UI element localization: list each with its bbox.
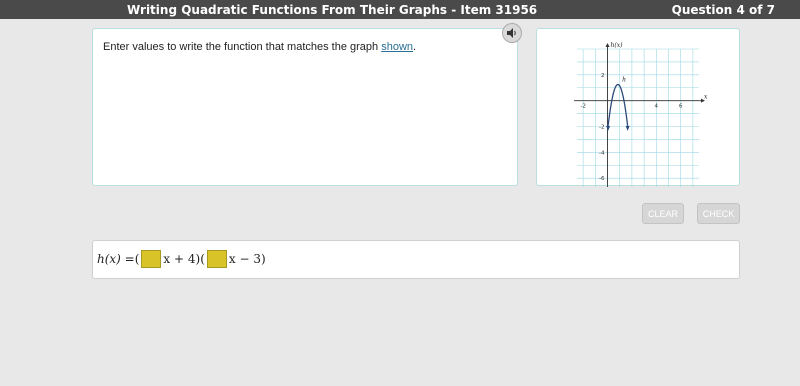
y-axis-arrow-icon <box>606 43 610 47</box>
x-tick-label: 4 <box>654 103 659 110</box>
speaker-icon <box>506 27 518 39</box>
y-axis-label: h(x) <box>610 42 623 49</box>
graph-card <box>536 28 740 186</box>
open-paren-2: ( <box>200 252 205 266</box>
x-axis-label: x <box>704 93 708 101</box>
prompt-text <box>103 41 416 53</box>
y-tick-label: -2 <box>599 124 605 131</box>
function-graph <box>537 29 741 187</box>
parabola-curve <box>608 85 628 126</box>
shown-link[interactable]: shown <box>381 41 414 53</box>
clear-button[interactable]: CLEAR <box>642 203 684 224</box>
page-title: Writing Quadratic Functions From Their Graphs - Item 31956 <box>127 3 538 17</box>
y-tick-label: -4 <box>599 150 605 157</box>
audio-button[interactable] <box>502 23 522 43</box>
expression-lhs: h(x) = <box>97 252 135 266</box>
curve-label: h <box>622 76 627 84</box>
x-tick-label: -2 <box>580 103 586 110</box>
open-paren-1: ( <box>134 252 140 266</box>
curve-arrow-icon <box>626 126 630 131</box>
curve-arrow-icon <box>606 126 610 131</box>
coefficient-input-2[interactable] <box>207 250 227 268</box>
prompt-text-before: Enter values to write the function that matches the graph <box>103 41 382 53</box>
y-tick-label: 2 <box>601 72 605 79</box>
check-button[interactable]: CHECK <box>697 203 740 224</box>
prompt-card <box>92 28 518 186</box>
header-bar <box>0 0 800 19</box>
factor-term-2: x − 3) <box>228 252 266 266</box>
y-tick-label: -6 <box>599 176 605 183</box>
coefficient-input-1[interactable] <box>141 250 161 268</box>
graph-grid <box>577 49 699 187</box>
answer-expression <box>97 248 266 270</box>
answer-card <box>92 240 740 279</box>
factor-term-1: x + 4) <box>163 252 201 266</box>
prompt-text-after: . <box>413 41 417 53</box>
x-tick-label: 6 <box>678 103 683 110</box>
question-counter: Question 4 of 7 <box>671 3 775 17</box>
